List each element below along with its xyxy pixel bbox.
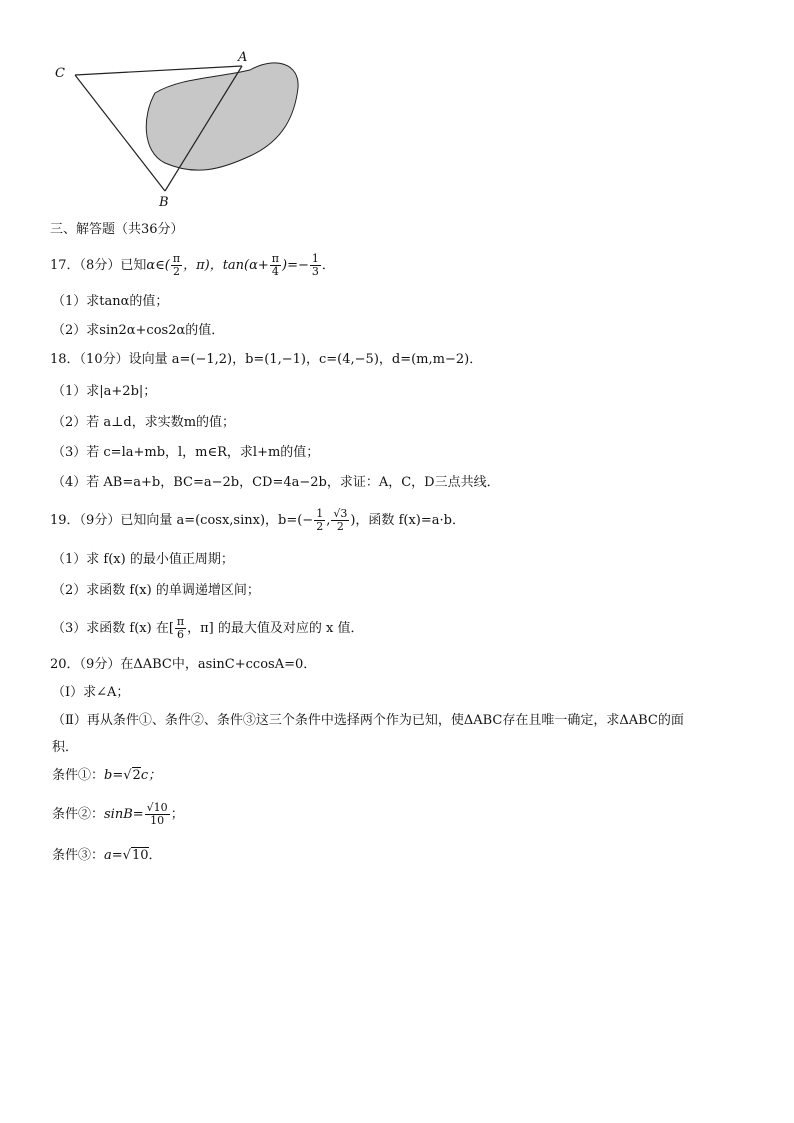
q20-cond1: 条件①：b=√2c； — [52, 768, 162, 783]
q20-stem-text: 在ΔABC中，asinC+ccosA=0． — [120, 657, 317, 672]
frac-num: π — [271, 252, 280, 265]
q20-part2-line1: （Ⅱ）再从条件①、条件②、条件③这三个条件中选择两个作为已知，使ΔABC存在且唯一确定，求ΔABC的面 — [52, 713, 684, 728]
triangle-with-shaded-region — [45, 48, 315, 213]
q17-number: 17． — [50, 258, 80, 273]
q17-sub2-num: （2） — [52, 323, 87, 338]
q19-number: 19． — [50, 513, 80, 528]
q17-tan: ，tan(α+ — [209, 258, 269, 273]
frac-num: √10 — [146, 801, 168, 814]
q17-range: α∈( — [146, 258, 170, 273]
q17-frac-13 — [310, 253, 321, 278]
q20-stem — [50, 655, 316, 675]
q17-score: （8分） — [79, 258, 121, 273]
frac-num: π — [176, 615, 185, 628]
label-b: B — [159, 195, 169, 210]
frac-num: π — [172, 252, 181, 265]
q19-sub3-a: （3）求函数 f(x) 在[ — [52, 621, 174, 636]
q20-part1: （Ⅰ）求∠A； — [52, 685, 130, 700]
q17-end: ． — [321, 258, 335, 273]
q19-stem-a: 已知向量 a=(cosx,sinx)，b=(− — [120, 513, 314, 528]
cond3-a: a= — [104, 848, 123, 863]
q17-frac-pi2 — [171, 253, 182, 278]
q17-stem — [50, 253, 335, 278]
q19-sub1: （1）求 f(x) 的最小值正周期； — [52, 552, 234, 567]
frac-den: 2 — [172, 265, 180, 278]
cond1-root: 2 — [132, 768, 141, 783]
q19-sub3-frac — [175, 616, 186, 641]
q20-cond2 — [52, 802, 184, 827]
cond2-label: 条件②： — [52, 807, 105, 822]
frac-den: 2 — [316, 520, 324, 533]
cond2-b: ； — [170, 807, 184, 822]
q20-cond3: 条件③：a=√10． — [52, 848, 162, 863]
frac-den: 6 — [177, 628, 185, 641]
frac-num: √3 — [333, 507, 348, 520]
q19-sub3-b: ，π] 的最大值及对应的 x 值． — [187, 621, 364, 636]
cond3-root: 10 — [131, 848, 149, 863]
q18-sub4: （4）若 AB=a+b，BC=a−2b，CD=4a−2b，求证：A，C，D三点共线． — [52, 475, 500, 490]
q18-sub1: （1）求|a+2b|； — [52, 384, 157, 399]
q20-part2-line2: 积． — [52, 740, 79, 755]
q19-frac1 — [314, 508, 325, 533]
cond1-label: 条件①： — [52, 768, 105, 783]
cond1-a: b= — [104, 768, 124, 783]
q17-prefix: 已知 — [120, 258, 147, 273]
q19-frac2 — [331, 508, 349, 533]
cond2-a: sinB= — [104, 807, 144, 822]
q18-stem — [50, 350, 482, 370]
q17-eq: )=− — [282, 258, 309, 273]
q17-sub2 — [52, 321, 224, 341]
frac-num: 1 — [311, 252, 319, 265]
q20-score: （9分） — [79, 657, 121, 672]
q19-sub2: （2）求函数 f(x) 的单调递增区间； — [52, 583, 260, 598]
q18-number: 18． — [50, 352, 80, 367]
q19-stem-c: )，函数 f(x)=a·b． — [350, 513, 465, 528]
q18-stem-text: 设向量 a=(−1,2)，b=(1,−1)，c=(4,−5)，d=(m,m−2)． — [128, 352, 483, 367]
q18-score: （10分） — [79, 352, 129, 367]
q18-sub2: （2）若 a⊥d，求实数m的值； — [52, 415, 236, 430]
frac-den: 10 — [150, 814, 165, 827]
shaded-region — [146, 63, 298, 170]
q17-sub1 — [52, 292, 168, 312]
q18-sub3: （3）若 c=la+mb，l，m∈R，求l+m的值； — [52, 445, 320, 460]
section-header: 三、解答题（共36分） — [50, 222, 184, 237]
label-c: C — [55, 66, 65, 81]
q20-number: 20． — [50, 657, 80, 672]
cond3-label: 条件③： — [52, 848, 105, 863]
q19-stem — [50, 508, 465, 533]
side-ca — [75, 66, 242, 75]
geometry-figure — [45, 48, 315, 213]
cond3-b: ． — [148, 848, 162, 863]
frac-den: 4 — [271, 265, 279, 278]
q17-sub2-text: 求sin2α+cos2α的值． — [86, 323, 225, 338]
q17-range-end: ，π) — [183, 258, 210, 273]
q17-sub1-text: 求tanα的值； — [86, 294, 169, 309]
q19-score: （9分） — [79, 513, 121, 528]
q17-frac-pi4 — [270, 253, 281, 278]
q19-sub3 — [52, 616, 364, 641]
label-a: A — [238, 50, 248, 65]
q19-stem-b: , — [326, 513, 331, 528]
frac-num: 1 — [316, 507, 324, 520]
cond1-b: c； — [140, 768, 162, 783]
cond2-frac — [145, 802, 170, 827]
frac-den: 2 — [336, 520, 344, 533]
q17-sub1-num: （1） — [52, 294, 87, 309]
frac-den: 3 — [311, 265, 319, 278]
